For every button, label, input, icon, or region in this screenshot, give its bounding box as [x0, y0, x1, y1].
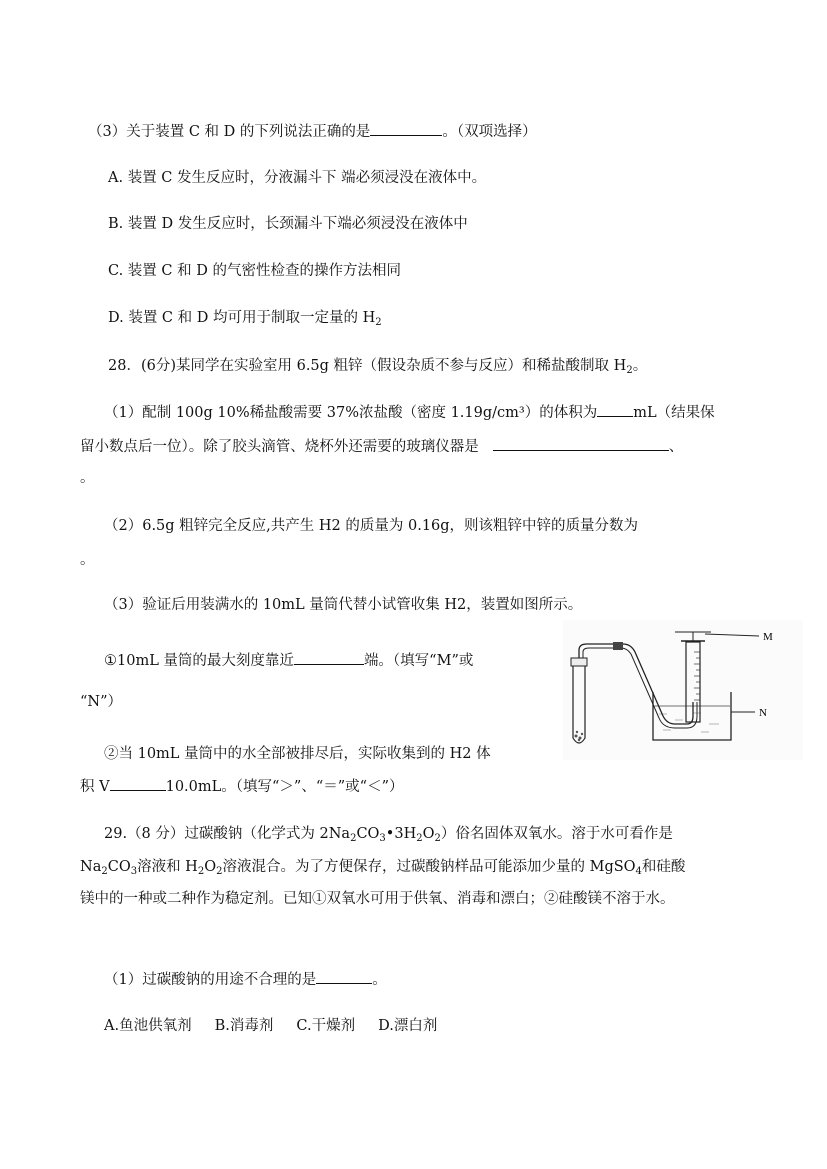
- q29-part1: （1）过碳酸钠的用途不合理的是 。: [104, 969, 387, 990]
- q28-part3-sub2-cont: 积 V 10.0mL。（填写“＞”、“＝”或“＜”）: [80, 776, 403, 797]
- q29-line2: $Na_2CO_3$溶液和 $H_2O_2$溶液混合。为了方便保存，过碳酸钠样品可能添加少量的 MgSO$_4$和硅酸: [80, 859, 686, 877]
- q28-part1-line1: （1）配制 100g 10%稀盐酸需要 37%浓盐酸（密度 1.19g/cm³）的体积为 mL（结果保: [104, 402, 715, 423]
- q27-3-option-d: D. 装置 C 和 D 均可用于制取一定量的 $H_2$: [108, 310, 382, 328]
- end-blank[interactable]: [294, 650, 364, 665]
- q27-3-stem: （3）关于装置 C 和 D 的下列说法正确的是 。（双项选择）: [88, 121, 537, 142]
- instrument-blank[interactable]: [493, 436, 669, 451]
- q28-part2-line2: 。: [80, 552, 95, 568]
- q28-part1-line3: 。: [80, 470, 95, 486]
- usage-blank[interactable]: [316, 969, 372, 984]
- q28-part2-line1: （2）6.5g 粗锌完全反应,共产生 H2 的质量为 0.16g，则该粗锌中锌的质量分数为: [104, 518, 639, 534]
- q28-part3-sub2: ②当 10mL 量筒中的水全部被排尽后，实际收集到的 H2 体: [104, 746, 491, 762]
- q28-heading: 28．(6分)某同学在实验室用 6.5g 粗锌（假设杂质不参与反应）和稀盐酸制取 $H_2$。: [108, 358, 648, 376]
- q28-part3-sub1: ①10mL 量筒的最大刻度靠近 端。（填写“M”或: [104, 650, 473, 671]
- answer-blank[interactable]: [370, 121, 442, 136]
- gas-collection-apparatus-figure: [563, 620, 803, 760]
- q28-part1-line2: 留小数点后一位）。除了胶头滴管、烧杯外还需要的玻璃仪器是 、: [80, 436, 683, 457]
- q28-part3-sub1-cont: “N”）: [80, 694, 123, 710]
- q29-line1: 29.（8 分）过碳酸钠（化学式为 $2Na_2CO_3•3H_2O_2$）俗名固体双氧水。溶于水可看作是: [104, 826, 673, 844]
- label-m: M: [763, 631, 773, 643]
- label-n: N: [759, 707, 767, 719]
- q27-3-option-c: C. 装置 C 和 D 的气密性检查的操作方法相同: [108, 263, 401, 279]
- q29-part1-options: A.鱼池供氧剂 B.消毒剂 C.干燥剂 D.漂白剂: [104, 1018, 438, 1034]
- volume-blank[interactable]: [597, 402, 633, 417]
- compare-blank[interactable]: [110, 776, 166, 791]
- q29-line3: 镁中的一种或二种作为稳定剂。已知①双氧水可用于供氧、消毒和漂白；②硅酸镁不溶于水。: [80, 891, 675, 907]
- q28-part3-intro: （3）验证后用装满水的 10mL 量筒代替小试管收集 H2，装置如图所示。: [104, 597, 583, 613]
- q27-3-option-a: A. 装置 C 发生反应时，分液漏斗下 端必须浸没在液体中。: [108, 170, 487, 186]
- q27-3-option-b: B. 装置 D 发生反应时，长颈漏斗下端必须浸没在液体中: [108, 216, 468, 232]
